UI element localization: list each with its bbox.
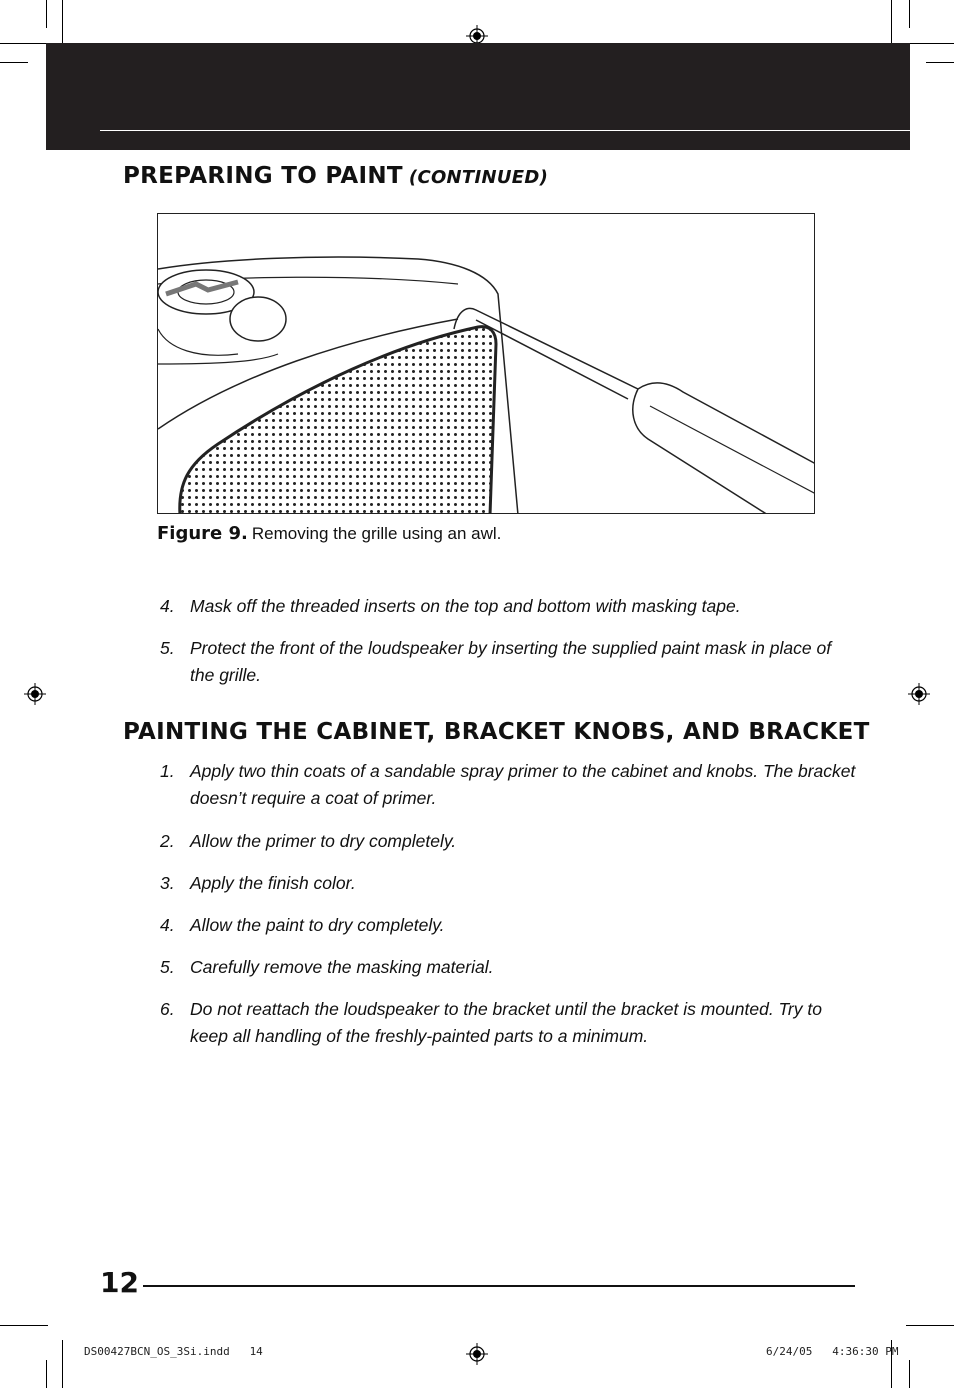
slug-file: DS00427BCN_OS_3Si.indd 14 <box>84 1345 263 1358</box>
step-text: Carefully remove the masking material. <box>190 957 494 977</box>
section-heading-painting <box>123 719 870 745</box>
figure-caption-text: Removing the grille using an awl. <box>251 524 502 543</box>
list-item <box>160 828 860 855</box>
step-number: 4. <box>160 915 175 935</box>
crop-mark <box>906 43 954 44</box>
step-text: Mask off the threaded inserts on the top and bottom with masking tape. <box>190 596 741 616</box>
page-rule <box>143 1285 855 1287</box>
list-item <box>160 912 860 939</box>
slug-date: 6/24/05 4:36:30 PM <box>766 1345 899 1358</box>
step-text: Apply the finish color. <box>190 873 356 893</box>
step-text: Protect the front of the loudspeaker by inserting the supplied paint mask in place of the grille. <box>190 638 832 685</box>
step-number: 3. <box>160 873 175 893</box>
header-band <box>46 43 910 150</box>
section-heading-title: PREPARING TO PAINT <box>123 163 403 189</box>
crop-mark <box>906 1325 954 1326</box>
crop-mark <box>0 1325 48 1326</box>
crop-mark <box>46 1360 47 1388</box>
section-heading-continued: (CONTINUED) <box>408 167 549 188</box>
registration-mark-icon <box>466 1343 488 1365</box>
list-item <box>160 954 860 981</box>
step-number: 5. <box>160 957 175 977</box>
registration-mark-icon <box>24 683 46 705</box>
list-item <box>160 996 860 1050</box>
step-number: 1. <box>160 761 175 781</box>
crop-mark <box>909 0 910 28</box>
crop-mark <box>0 43 48 44</box>
step-text: Do not reattach the loudspeaker to the bracket until the bracket is mounted. Try to keep all handling of the freshly-painted parts to a minimum. <box>190 999 822 1046</box>
crop-mark <box>62 1340 63 1388</box>
list-item <box>160 870 860 897</box>
registration-mark-icon <box>908 683 930 705</box>
list-item <box>160 593 860 620</box>
section-heading-preparing <box>123 163 548 189</box>
page-number: 12 <box>100 1266 139 1299</box>
crop-mark <box>891 0 892 48</box>
figure-label: Figure 9. <box>157 523 248 544</box>
step-text: Allow the paint to dry completely. <box>190 915 445 935</box>
step-text: Apply two thin coats of a sandable spray primer to the cabinet and knobs. The bracket doesn’t require a coat of primer. <box>190 761 856 808</box>
figure-9-illustration <box>157 213 815 514</box>
crop-mark <box>62 0 63 48</box>
list-item <box>160 635 860 689</box>
crop-mark <box>926 62 954 63</box>
step-text: Allow the primer to dry completely. <box>190 831 457 851</box>
step-number: 4. <box>160 596 175 616</box>
section-heading-title: PAINTING THE CABINET, BRACKET KNOBS, AND BRACKET <box>123 719 870 745</box>
crop-mark <box>46 0 47 28</box>
step-number: 2. <box>160 831 175 851</box>
figure-caption <box>157 523 501 544</box>
step-number: 6. <box>160 999 175 1019</box>
list-item <box>160 758 860 812</box>
step-number: 5. <box>160 638 175 658</box>
header-rule <box>100 130 910 131</box>
grille-awl-drawing <box>158 214 815 514</box>
crop-mark <box>909 1360 910 1388</box>
crop-mark <box>0 62 28 63</box>
